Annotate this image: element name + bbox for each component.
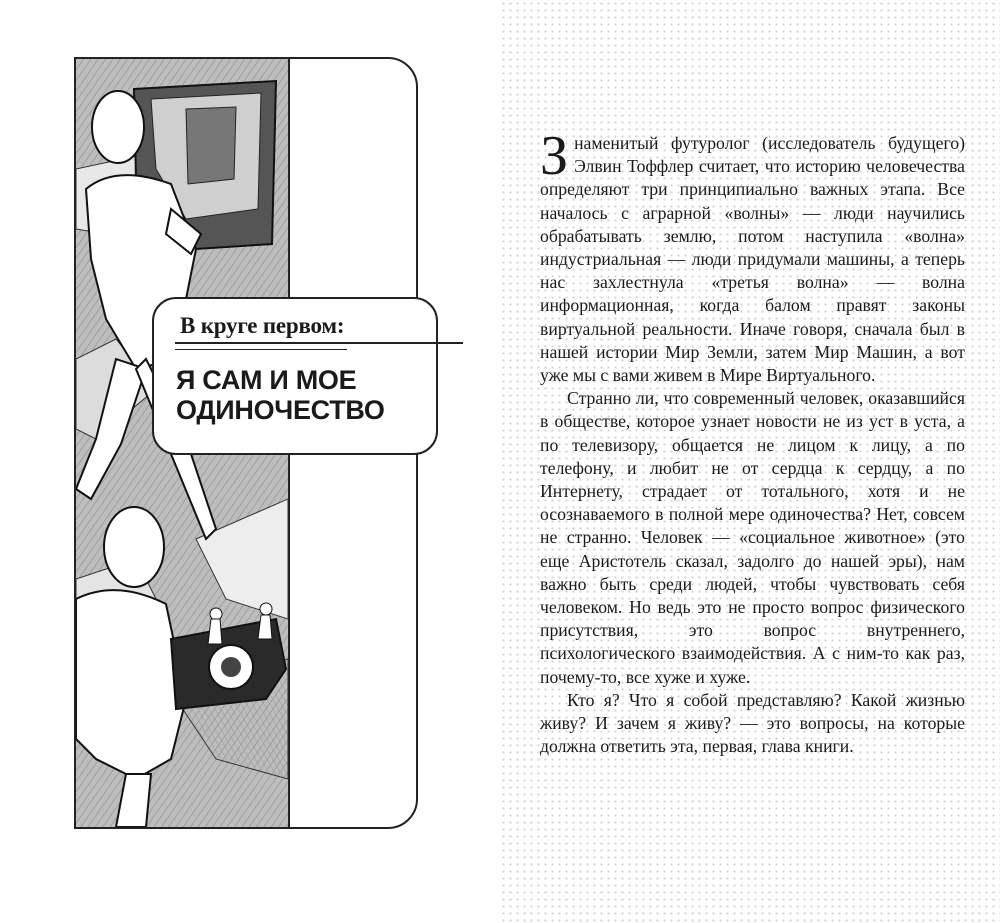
chapter-subtitle: В круге первом: xyxy=(180,313,345,338)
paragraph-2: Странно ли, что современный человек, оказавшийся в обществе, которое узнает новости не из уст в уста, а по телевизору, общается не лицом к лицу, а по телефону, и любит не от сердца к сердцу, а по Интернету, страдает от тотального, хотя и не осознаваемого в полной мере одиночества? Нет, совсем не странно. Человек — «социальное животное» (это еще Аристотель сказал, задолго до нашей эры), нам важно быть среди людей, чтобы чувствовать себя человеком. Но ведь это не просто вопрос физического присутствия, это вопрос внутреннего, психологического взаимодействия. А с ним-то как раз, почему-то, все хуже и хуже. xyxy=(540,388,965,687)
chapter-title-line-1: Я САМ И МОЕ xyxy=(176,365,357,395)
article-text xyxy=(540,125,965,758)
title-rule-long xyxy=(175,342,463,344)
title-rule-short xyxy=(175,349,347,350)
chapter-title-box xyxy=(152,297,438,455)
paragraph-3: Кто я? Что я собой представляю? Какой жизнью живу? И зачем я живу? — это вопросы, на которые должна ответить эта, первая, глава книги. xyxy=(540,689,965,757)
chapter-title-line-2: ОДИНОЧЕСТВО xyxy=(176,395,385,425)
chapter-title xyxy=(176,365,385,425)
paragraph-1: Знаменитый футуролог (исследователь будущего) Элвин Тоффлер считает, что историю человечества определяют три принципиально важных этапа. Все началось с аграрной «волны» — люди научились обрабатывать землю, потом наступила «волна» индустриальная — люди придумали машины, а теперь нас захлестнула «третья волна» — волна информационная, когда балом правят законы виртуальной реальности. Иначе говоря, сначала был в нашей истории Мир Земли, затем Мир Машин, а вот уже мы с вами живем в Мире Виртуального. xyxy=(540,125,965,386)
drop-cap: З xyxy=(540,125,569,187)
